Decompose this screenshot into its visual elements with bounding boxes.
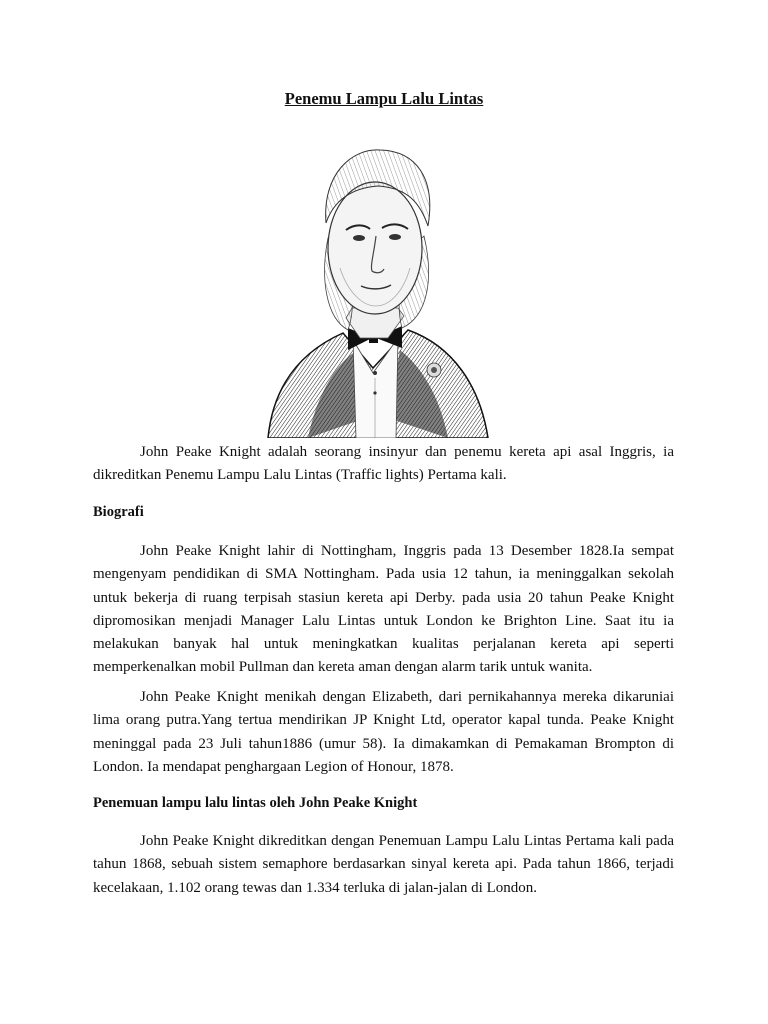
- biography-paragraph-2: [93, 686, 674, 779]
- invention-paragraph: [93, 830, 674, 900]
- bio1-line: mengenyam pendidikan di SMA Nottingham. Pada usia 12 tahun, ia meninggalkan sekolah: [93, 566, 674, 583]
- bio2-line: London. Ia mendapat penghargaan Legion of Honour, 1878.: [93, 758, 454, 775]
- bio1-line: untuk bekerja di ruang terpisah stasiun kereta api Derby. pada usia 20 tahun Peake Knight: [93, 589, 674, 606]
- bio2-line: lima orang putra.Yang tertua mendirikan JP Knight Ltd, operator kapal tunda. Peake Knight: [93, 712, 674, 729]
- invention-line: kecelakaan, 1.102 orang tewas dan 1.334 terluka di jalan-jalan di London.: [93, 879, 538, 896]
- bio2-line: meninggal pada 23 Juli tahun1886 (umur 58). Ia dimakamkan di Pemakaman Brompton di: [93, 735, 674, 752]
- bio1-line: John Peake Knight lahir di Nottingham, Inggris pada 13 Desember 1828.Ia sempat: [140, 543, 674, 559]
- heading-penemuan: Penemuan lampu lalu lintas oleh John Peake Knight: [93, 795, 418, 811]
- bio1-line: memperkenalkan mobil Pullman dan kereta aman dengan alarm tarik untuk wanita.: [93, 659, 593, 676]
- bio1-line: melakukan banyak hal untuk meningkatkan kualitas perjalanan kereta api seperti: [93, 636, 674, 653]
- biography-paragraph-1: [93, 540, 674, 680]
- heading-biografi: Biografi: [93, 504, 144, 520]
- document-title: Penemu Lampu Lalu Lintas: [284, 89, 484, 108]
- bio2-line: John Peake Knight menikah dengan Elizabeth, dari pernikahannya mereka dikaruniai: [140, 689, 674, 705]
- portrait-image: [248, 118, 498, 438]
- invention-line: John Peake Knight dikreditkan dengan Penemuan Lampu Lalu Lintas Pertama kali pada: [140, 833, 674, 849]
- intro-paragraph: [93, 441, 674, 488]
- invention-line: tahun 1868, sebuah sistem semaphore berdasarkan sinyal kereta api. Pada tahun 1866, terjadi: [93, 856, 674, 873]
- intro-line-1: John Peake Knight adalah seorang insinyur dan penemu kereta api asal Inggris, ia: [140, 444, 674, 460]
- intro-line-2: dikreditkan Penemu Lampu Lalu Lintas (Traffic lights) Pertama kali.: [93, 467, 507, 484]
- bio1-line: dipromosikan menjadi Manager Lalu Lintas untuk London ke Brighton Line. Saat itu ia: [93, 612, 674, 629]
